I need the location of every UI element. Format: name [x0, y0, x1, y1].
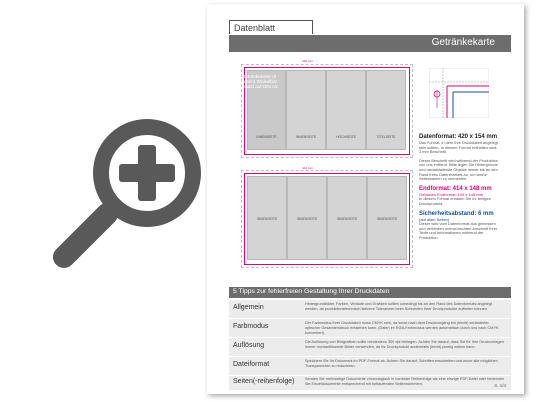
panel: INNENSEITE [286, 70, 326, 150]
safety-title: Sicherheitsabstand: 6 mm [419, 210, 494, 217]
end-format-text: In diesem Format erhalten Sie Ihr fertiges Druckprodukt. [419, 196, 491, 206]
safety-sub: (auf allen Seiten) [419, 216, 450, 222]
title-bar [229, 35, 511, 52]
panel: TITELSEITE [366, 70, 406, 150]
data-format-title: Datenformat: 420 x 154 mm [419, 134, 498, 140]
end-format-sub: Gefalztes Endformat: 105 x 148 mm [419, 191, 484, 197]
panel: INNENSEITE [247, 70, 286, 150]
doc-title: Getränkekarte [431, 37, 495, 48]
tip-row [229, 300, 511, 318]
panel: INNENSEITE [247, 176, 287, 260]
ruler-label: 420 mm [302, 59, 313, 63]
format-specs [419, 134, 499, 245]
datasheet-tab: Datenblatt [229, 20, 313, 34]
panel: INNENSEITE [327, 176, 367, 260]
tip-row [229, 319, 511, 337]
panel: INNENSEITE [367, 176, 407, 260]
tip-key: Allgemein [233, 304, 264, 311]
safety-text: Dieser wird vom Datenformat aus gemessen und verhindert unerwünschten Anschnitt Ihrer Texte und Informationen während der Produktion. [419, 221, 498, 240]
datasheet-page [207, 4, 524, 394]
corner-detail-graphic [429, 68, 489, 118]
panel: HOCHSEITE [326, 70, 366, 150]
tip-row [229, 357, 511, 375]
tip-key: Farbmodus [233, 323, 269, 330]
tips-heading-bar [229, 287, 511, 298]
panel: INNENSEITE [287, 176, 327, 260]
data-format-text-2: Dieser Beschnitt wird während der Produktion von uns entfernt. Bitte legen Sie Hintergründe und randabfallende Objekte immer bis an den Rand Ihres Datenformats an, um weiße Seitenkanten zu vermeiden. [419, 157, 498, 182]
tip-row [229, 376, 511, 390]
data-format-text: Das Format, in dem Ihre Druckdaten angelegt sein sollten. In diesem Format enthalten sind: 3 mm Beschnitt. [419, 140, 498, 155]
tips-heading: 5 Tipps zur fehlerfreien Gestaltung Ihrer Druckdaten [233, 288, 390, 295]
zoom-in-icon[interactable] [52, 118, 202, 270]
end-format-title: Endformat: 414 x 148 mm [419, 185, 492, 192]
tip-row [229, 338, 511, 356]
tip-text: Senden Sie mehrseitige Dokumente chronologisch in korrekter Reihenfolge als eine einzige PDF-Datei oder benennen Sie Einzeldokumente entsprechend mit fortlaufenden Seitennummern. [305, 377, 505, 386]
tip-key: Auflösung [233, 342, 265, 349]
tip-text: Speichern Sie Ihr Dokument im PDF-Format ab. Achten Sie darauf, Schriften einzubetten und zuvor alle möglichen Transparenzen zu reduzieren. [305, 359, 498, 368]
tip-text: Die Auflösung von Bildgrafiken sollte mindestens 300 dpi betragen. Achten Sie darauf, dass Sie für Ihre Druckvorlagen immer hochauflösende Bilder verwenden, da Ihr Druckprodukt andernfalls (leicht) pixelig wirken kann. [305, 340, 504, 349]
tip-text: Hintergrundbilder, Farben, Verläufe und Grafiken sollten unbedingt bis an den Rand des Datenformats angelegt werden, da produktionstechnisch kleinere Toleranzen beim Schneiden Ihrer Druckprodukte auftreten können. [305, 302, 493, 311]
datasheet-preview[interactable] [207, 4, 529, 398]
fold-note: Getränkekarte (6 Seiten) Wickelfalz gefalzt auf DIN A5 [240, 74, 278, 90]
tip-key: Seiten(-reihenfolge) [233, 378, 295, 385]
ruler-label: 414 mm [302, 166, 313, 170]
tip-key: Dateiformat [233, 361, 270, 368]
page-number: S. 1/4 [494, 383, 506, 388]
tip-text: Der Farbmodus Ihrer Druckdaten muss CMYK sein, da sonst nach dem Druckvorgang ein (leicht) veränderter, optischer Gesamteindruck entstehen kann. (Daten im RGB-Farbmodus werden automatisch durch uns nach CMYK konvertiert). [305, 321, 499, 335]
